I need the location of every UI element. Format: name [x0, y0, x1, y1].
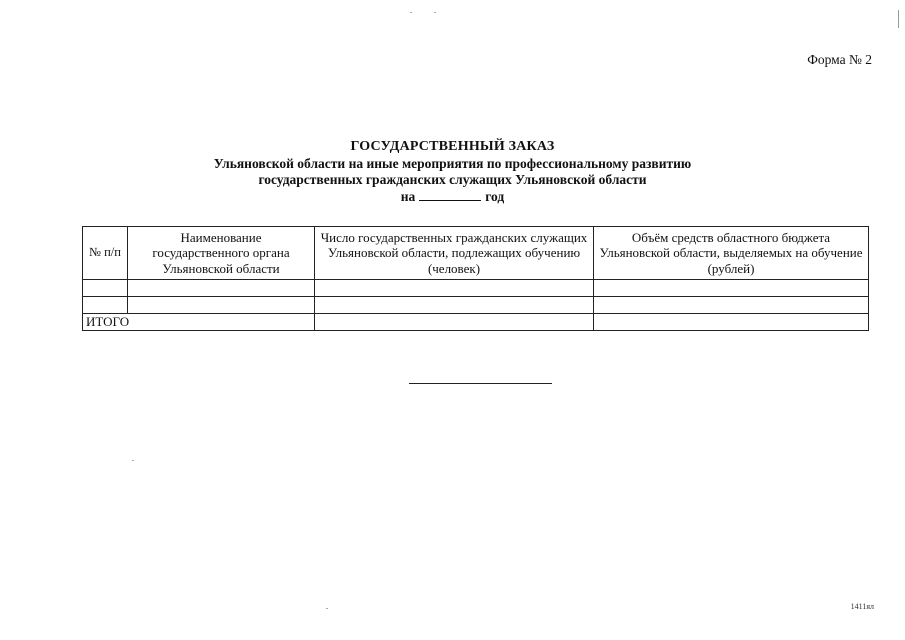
scan-speck — [434, 12, 436, 13]
document-subtitle-line-1: Ульяновской области на иные мероприятия по профессиональному развитию — [213, 155, 692, 171]
table-header-row — [83, 227, 869, 280]
table-cell — [83, 280, 128, 297]
year-blank-field — [419, 190, 481, 201]
header-number: № п/п — [83, 227, 128, 280]
table-total-row — [83, 314, 869, 331]
table-row — [83, 297, 869, 314]
scan-speck — [410, 12, 412, 13]
table-cell — [83, 297, 128, 314]
scan-speck — [132, 460, 134, 461]
form-number: Форма № 2 — [807, 52, 872, 67]
total-label: ИТОГО — [83, 314, 315, 331]
year-suffix: год — [485, 188, 505, 204]
total-funds-cell — [594, 314, 869, 331]
year-prefix: на — [400, 188, 416, 204]
separator-line — [409, 383, 552, 384]
table-row — [83, 280, 869, 297]
table-cell — [128, 280, 315, 297]
order-table — [82, 226, 869, 331]
scan-edge-mark — [898, 10, 899, 28]
scan-speck — [326, 608, 328, 609]
total-count-cell — [315, 314, 594, 331]
document-heading — [0, 139, 905, 205]
table-cell — [594, 297, 869, 314]
header-budget-funds: Объём средств областного бюджета Ульяновской области, выделяемых на обучение (рублей) — [594, 227, 869, 280]
table-cell — [315, 280, 594, 297]
document-title: ГОСУДАРСТВЕННЫЙ ЗАКАЗ — [350, 139, 555, 154]
table-cell — [594, 280, 869, 297]
table-cell — [315, 297, 594, 314]
header-agency-name: Наименование государственного органа Ульяновской области — [128, 227, 315, 280]
document-subtitle-line-2: государственных гражданских служащих Ульяновской области — [258, 172, 647, 187]
year-line — [0, 189, 905, 206]
header-employee-count: Число государственных гражданских служащих Ульяновской области, подлежащих обучению (человек) — [315, 227, 594, 280]
table-cell — [128, 297, 315, 314]
page-mark: 1411ял — [850, 602, 874, 611]
